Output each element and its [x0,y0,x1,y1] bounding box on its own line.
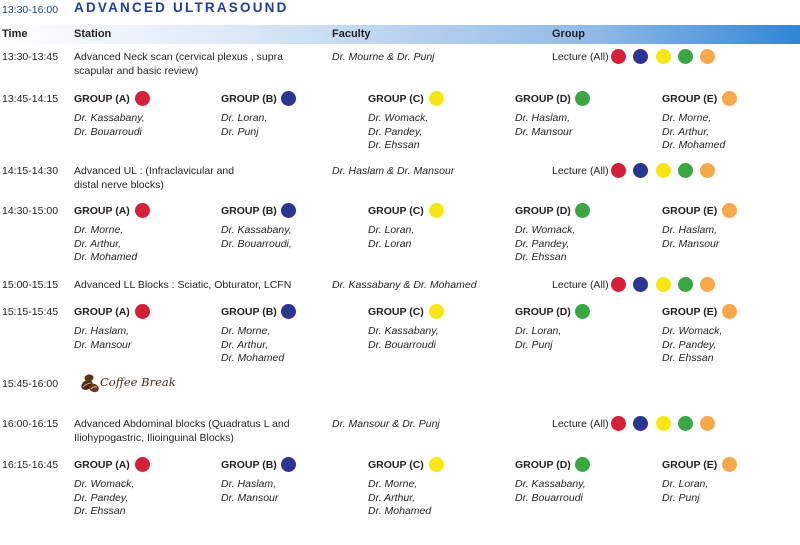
name-line: Dr. Kassabany, [74,112,145,124]
group-b-dot [633,49,648,64]
name-line: Dr. Punj [662,491,700,504]
header-station: Station [74,28,112,40]
station-line: scapular and basic review) [74,64,199,77]
group-a-dot [135,304,150,319]
station-line: Iliohypogastric, Ilioinguinal Blocks) [74,431,234,444]
name-line: Dr. Morne, [368,478,418,490]
name-line: Dr. Morne, [662,112,712,124]
name-line: Dr. Arthur, [74,237,122,250]
name-line: Dr. Kassabany, [515,478,586,490]
station-line: Advanced Abdominal blocks (Quadratus L and [74,418,290,430]
group-d-dot [678,49,693,64]
group-label: GROUP (C) [368,459,424,471]
header-time: Time [2,28,28,40]
name-line: Dr. Loran [368,237,412,250]
name-line: Dr. Womack, [368,112,429,124]
faculty-text: Dr. Kassabany & Dr. Mohamed [332,279,477,291]
group-a-cell [74,205,214,263]
group-label: GROUP (C) [368,205,424,217]
group-a-dot [135,203,150,218]
station-text [74,418,319,445]
name-line: Dr. Womack, [515,224,576,236]
group-e-dot [722,304,737,319]
group-d-dot [575,457,590,472]
group-e-dot [722,457,737,472]
group-label: GROUP (D) [515,306,571,318]
group-names [515,325,561,352]
group-a-cell [74,93,214,138]
group-names [221,478,278,505]
faculty-text: Dr. Mansour & Dr. Punj [332,418,440,430]
row-time: 14:15-14:30 [2,165,59,177]
name-line: Dr. Bouarroudi [368,338,436,351]
group-label: GROUP (D) [515,93,571,105]
name-line: Dr. Pandey, [368,125,423,138]
group-label: GROUP (A) [74,459,130,471]
name-line: Dr. Haslam, [74,325,130,337]
name-line: Dr. Arthur, [662,125,710,138]
row-time: 13:30-13:45 [2,51,59,63]
name-line: Dr. Ehssan [74,505,126,517]
group-e-dot [722,203,737,218]
group-names [662,478,708,505]
group-b-cell [221,93,361,138]
group-names [662,112,725,153]
name-line: Dr. Loran, [221,112,268,124]
name-line: Dr. Kassabany, [368,325,439,337]
group-d-dot [678,416,693,431]
name-line: Dr. Mohamed [221,352,285,364]
group-e-dot [700,49,715,64]
coffee-break-logo [78,370,176,396]
group-names [662,224,719,251]
title-row [0,0,800,20]
group-b-dot [633,277,648,292]
row-time: 13:45-14:15 [2,93,59,105]
group-b-dot [633,163,648,178]
name-line: Dr. Mohamed [74,251,138,263]
name-line: Dr. Ehssan [368,139,420,151]
group-c-dot [429,203,444,218]
group-names [221,112,267,139]
group-a-dot [611,277,626,292]
group-c-cell [368,306,508,351]
group-b-dot [281,304,296,319]
group-d-cell [515,459,655,504]
group-label: GROUP (A) [74,205,130,217]
group-dots [611,163,722,178]
name-line: Dr. Mansour [74,338,132,351]
coffee-break-text: Coffee Break [100,375,176,389]
group-a-dot [611,163,626,178]
group-a-cell [74,306,214,351]
group-label: GROUP (B) [221,93,277,105]
group-label: GROUP (D) [515,205,571,217]
group-label: GROUP (E) [662,459,718,471]
group-names [74,325,131,352]
name-line: Dr. Pandey, [74,491,129,504]
name-line: Dr. Mohamed [368,505,432,517]
station-text [74,165,319,192]
row-time: 15:00-15:15 [2,279,59,291]
group-names [662,325,722,366]
name-line: Dr. Loran, [368,224,415,236]
name-line: Dr. Womack, [74,478,135,490]
name-line: Dr. Haslam, [221,478,277,490]
station-text [74,51,319,78]
group-d-dot [678,277,693,292]
group-names [515,224,575,265]
row-time: 16:00-16:15 [2,418,59,430]
group-label: GROUP (A) [74,93,130,105]
name-line: Dr. Morne, [221,325,271,337]
group-names [221,224,292,251]
group-d-dot [575,203,590,218]
name-line: Dr. Pandey, [662,338,717,351]
name-line: Dr. Haslam, [662,224,718,236]
name-line: Dr. Mansour [515,125,573,138]
group-b-cell [221,205,361,250]
group-label: GROUP (E) [662,205,718,217]
header-faculty: Faculty [332,28,371,40]
group-e-cell [662,205,800,250]
row-time: 15:15-15:45 [2,306,59,318]
group-a-dot [611,416,626,431]
group-c-dot [656,277,671,292]
lecture-label: Lecture (All) [552,165,609,177]
group-b-dot [633,416,648,431]
group-names [368,224,414,251]
faculty-text: Dr. Mourne & Dr. Punj [332,51,435,63]
station-line: distal nerve blocks) [74,178,164,191]
group-dots [611,416,722,431]
lecture-label: Lecture (All) [552,279,609,291]
group-c-dot [656,416,671,431]
name-line: Dr. Haslam, [515,112,571,124]
group-label: GROUP (E) [662,93,718,105]
name-line: Dr. Arthur, [221,338,269,351]
group-d-cell [515,306,655,351]
header-group: Group [552,28,585,40]
group-c-cell [368,459,508,517]
group-dots [611,49,722,64]
group-e-dot [700,163,715,178]
station-line: Advanced LL Blocks : Sciatic, Obturator, LCFN [74,279,292,291]
name-line: Dr. Arthur, [368,491,416,504]
group-c-dot [656,49,671,64]
name-line: Dr. Pandey, [515,237,570,250]
group-e-cell [662,306,800,364]
name-line: Dr. Mansour [662,237,720,250]
group-b-cell [221,459,361,504]
station-line: Advanced Neck scan (cervical plexus , supra [74,51,283,63]
group-d-cell [515,93,655,138]
name-line: Dr. Womack, [662,325,723,337]
name-line: Dr. Ehssan [662,352,714,364]
group-c-dot [656,163,671,178]
lecture-label: Lecture (All) [552,51,609,63]
group-names [515,478,586,505]
group-label: GROUP (E) [662,306,718,318]
group-b-dot [281,91,296,106]
name-line: Dr. Loran, [662,478,709,490]
group-e-cell [662,459,800,504]
group-label: GROUP (C) [368,306,424,318]
group-e-cell [662,93,800,151]
name-line: Dr. Bouarroudi, [221,237,292,250]
group-c-cell [368,205,508,250]
group-names [221,325,284,366]
group-b-dot [281,457,296,472]
station-text [74,279,334,293]
group-label: GROUP (A) [74,306,130,318]
row-time: 14:30-15:00 [2,205,59,217]
name-line: Dr. Kassabany, [221,224,292,236]
group-names [74,224,137,265]
group-d-dot [678,163,693,178]
group-b-dot [281,203,296,218]
group-names [74,112,145,139]
station-line: Advanced UL : (Infraclavicular and [74,165,235,177]
group-d-dot [575,304,590,319]
group-names [368,478,431,519]
page-title: ADVANCED ULTRASOUND [74,0,289,15]
group-e-dot [700,277,715,292]
group-c-dot [429,91,444,106]
name-line: Dr. Punj [515,338,553,351]
group-e-dot [700,416,715,431]
group-label: GROUP (B) [221,459,277,471]
group-a-dot [611,49,626,64]
group-names [515,112,572,139]
group-c-cell [368,93,508,151]
group-d-cell [515,205,655,263]
group-label: GROUP (D) [515,459,571,471]
faculty-text: Dr. Haslam & Dr. Mansour [332,165,455,177]
group-c-dot [429,304,444,319]
name-line: Dr. Bouarroudi [515,491,583,504]
session-time: 13:30-16:00 [2,4,59,16]
group-c-dot [429,457,444,472]
name-line: Dr. Morne, [74,224,124,236]
group-names [368,112,428,153]
lecture-label: Lecture (All) [552,418,609,430]
group-d-dot [575,91,590,106]
group-a-cell [74,459,214,517]
name-line: Dr. Punj [221,125,259,138]
table-header [0,25,800,44]
group-a-dot [135,91,150,106]
name-line: Dr. Mansour [221,491,279,504]
group-b-cell [221,306,361,364]
group-names [368,325,439,352]
group-label: GROUP (B) [221,306,277,318]
group-names [74,478,134,519]
group-a-dot [135,457,150,472]
name-line: Dr. Loran, [515,325,562,337]
row-time: 15:45-16:00 [2,378,59,390]
row-time: 16:15-16:45 [2,459,59,471]
group-dots [611,277,722,292]
group-e-dot [722,91,737,106]
name-line: Dr. Ehssan [515,251,567,263]
group-label: GROUP (B) [221,205,277,217]
name-line: Dr. Mohamed [662,139,726,151]
group-label: GROUP (C) [368,93,424,105]
name-line: Dr. Bouarroudi [74,125,142,138]
